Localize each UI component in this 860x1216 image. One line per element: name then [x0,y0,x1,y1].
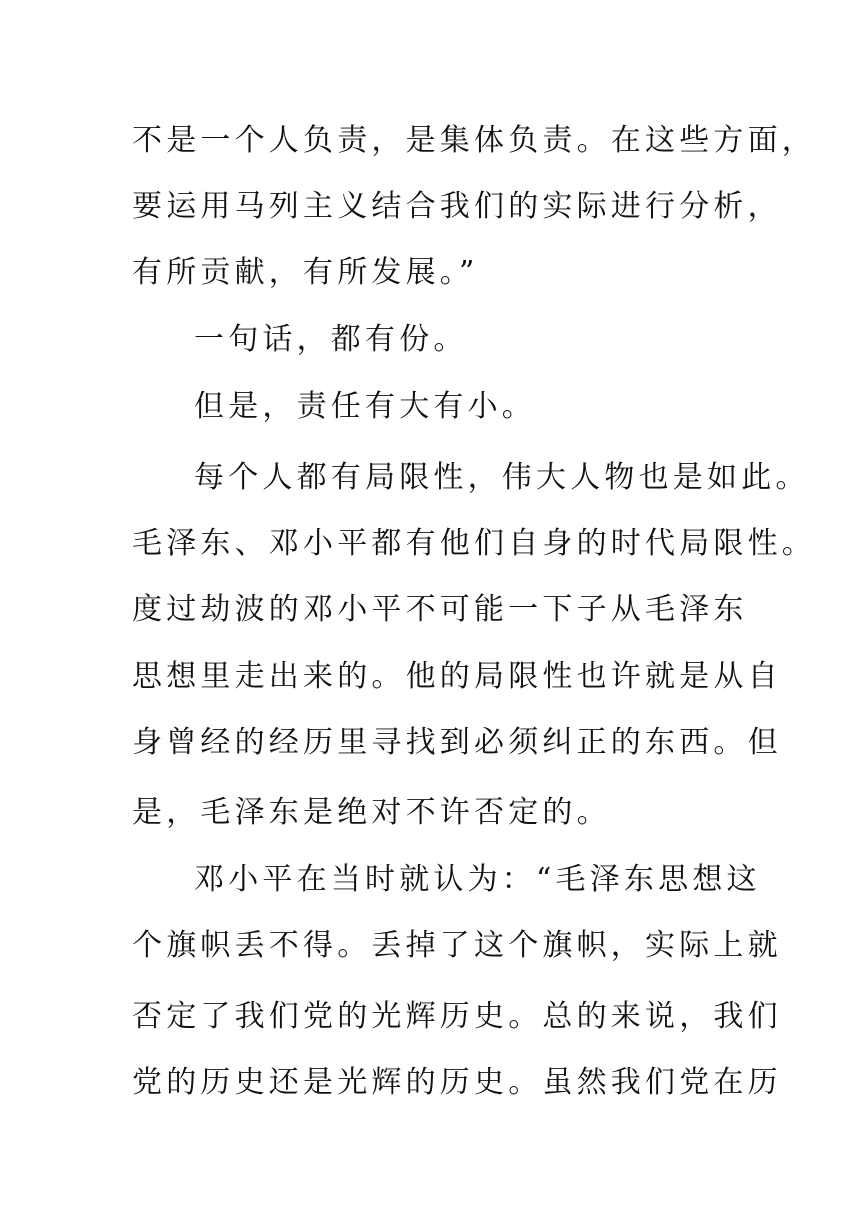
paragraph-start-line: 邓小平在当时就认为：“毛泽东思想这 [194,862,761,897]
text-line: 要运用马列主义结合我们的实际进行分析， [132,189,782,224]
paragraph-start-line: 一句话，都有份。 [194,322,468,357]
text-line: 党的历史还是光辉的历史。虽然我们党在历 [132,1065,782,1100]
text-line: 不是一个人负责，是集体负责。在这些方面， [132,123,816,158]
paragraph-start-line: 但是，责任有大有小。 [194,389,536,424]
paragraph-start-line: 每个人都有局限性，伟大人物也是如此。 [194,460,810,495]
text-line: 个旗帜丢不得。丢掉了这个旗帜，实际上就 [132,928,782,963]
text-line: 否定了我们党的光辉历史。总的来说，我们 [132,999,782,1034]
text-line: 有所贡献，有所发展。” [132,255,479,290]
text-line: 身曾经的经历里寻找到必须纠正的东西。但 [132,725,782,760]
text-line: 是，毛泽东是绝对不许否定的。 [132,795,611,830]
text-line: 度过劫波的邓小平不可能一下子从毛泽东 [132,592,748,627]
text-line: 毛泽东、邓小平都有他们自身的时代局限性。 [132,526,816,561]
text-line: 思想里走出来的。他的局限性也许就是从自 [132,659,782,694]
